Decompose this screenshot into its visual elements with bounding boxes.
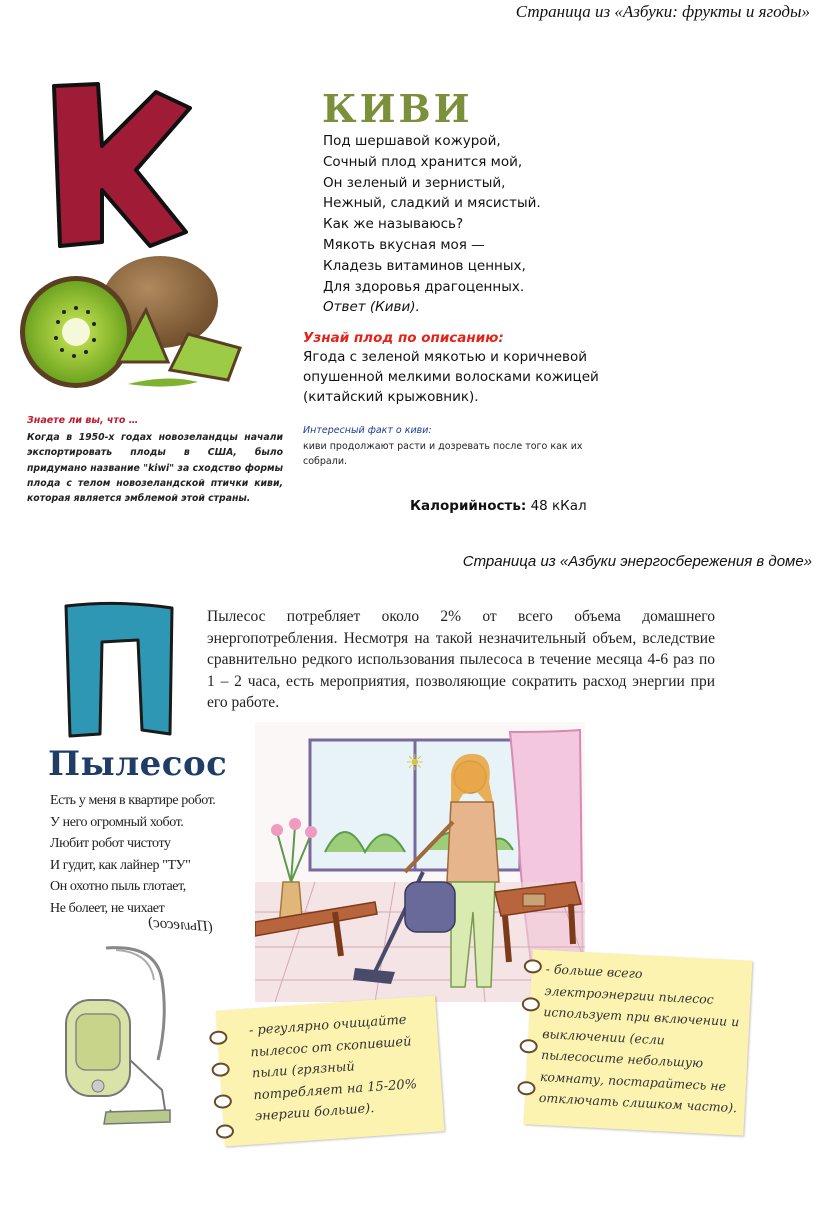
poem-answer: Ответ (Киви). <box>323 299 420 316</box>
interesting-fact-text: киви продолжают расти и дозревать после того как их собрали. <box>303 441 583 467</box>
poem-line: Он охотно пыль глотает, <box>50 879 186 894</box>
svg-text:☀: ☀ <box>405 751 425 776</box>
poem-line: Он зеленый и зернистый, <box>323 174 506 191</box>
spiral-ring <box>213 1094 232 1109</box>
learn-fruit-text: Ягода с зеленой мякотью и коричневой опушенной мелкими волосками кожицей (китайский крыжовник). <box>303 349 599 405</box>
spiral-ring <box>521 997 540 1012</box>
poem-line: Кладезь витаминов ценных, <box>323 257 526 274</box>
calories-value: 48 кКал <box>530 498 587 514</box>
poem-line: Сочный плод хранится мой, <box>323 153 523 170</box>
poem-signature-mirrored: (Пылесос) <box>147 914 214 936</box>
did-you-know-heading: Знаете ли вы, что … <box>27 415 139 426</box>
kiwi-title: КИВИ <box>322 86 473 131</box>
tip-text: - больше всего электроэнергии пылесос использует при включении и выключении (если пылесосите небольшую комнату, постарайтесь не отключать слишком часто). <box>538 961 740 1116</box>
vacuum-intro-text: Пылесос потребляет около 2% от всего объема домашнего энергопотребления. Несмотря на такой незначительный объем, вследствие сравнительно редкого использования пылесоса в течение месяца 4-6 раз по 1 – 2 часа, есть мероприятия, позволяющие сократить расход энергии при его работе. <box>207 608 715 711</box>
poem-line: Нежный, сладкий и мясистый. <box>323 195 541 212</box>
tip-text: - регулярно очищайте пылесос от скопившей пыли (грязный потребляет на 15-20% энергии больше). <box>248 1012 418 1125</box>
poem-line: Не болеет, не чихает <box>50 900 165 916</box>
vacuum-title: Пылесос <box>48 744 228 784</box>
poem-line: Есть у меня в квартире робот. <box>50 793 216 808</box>
vacuum-cleaner-illustration <box>46 940 176 1130</box>
did-you-know-text: Когда в 1950-х годах новозеландцы начали экспортировать плоды в США, было придумано название "kiwi" за сходство формы плода с телом новозеландской птички киви, которая является эмблемой этой страны. <box>27 432 283 505</box>
spiral-ring <box>519 1039 538 1054</box>
spiral-ring <box>523 959 542 974</box>
calories-label: Калорийность: <box>410 498 527 514</box>
learn-fruit-heading: Узнай плод по описанию: <box>303 330 504 346</box>
page-header-energy: Страница из «Азбуки энергосбережения в доме» <box>462 553 812 570</box>
calories-line <box>410 498 587 514</box>
poem-line: Любит робот чистоту <box>50 836 171 851</box>
poem-line: У него огромный хобот. <box>50 814 184 830</box>
spiral-ring <box>211 1062 230 1077</box>
spiral-ring <box>517 1081 536 1096</box>
kiwi-fruit-illustration <box>18 252 243 392</box>
spiral-ring <box>209 1030 228 1045</box>
letter-k-illustration <box>46 80 196 250</box>
poem-line: Под шершавой кожурой, <box>323 133 501 149</box>
spiral-ring <box>215 1124 234 1139</box>
poem-line: Для здоровья драгоценных. <box>323 278 525 295</box>
interesting-fact-heading: Интересный факт о киви: <box>303 425 432 436</box>
kiwi-poem <box>323 131 541 318</box>
poem-line: Мякоть вкусная моя — <box>323 236 485 253</box>
page-header-fruits: Страница из «Азбуки: фрукты и ягоды» <box>515 2 810 21</box>
poem-line: Как же называюсь? <box>323 216 464 233</box>
letter-p-illustration <box>60 598 180 740</box>
tip-note-clean-dust <box>216 995 445 1146</box>
tip-note-switching <box>524 949 753 1135</box>
poem-line: И гудит, как лайнер "ТУ" <box>50 857 191 873</box>
vacuum-poem <box>50 790 215 919</box>
